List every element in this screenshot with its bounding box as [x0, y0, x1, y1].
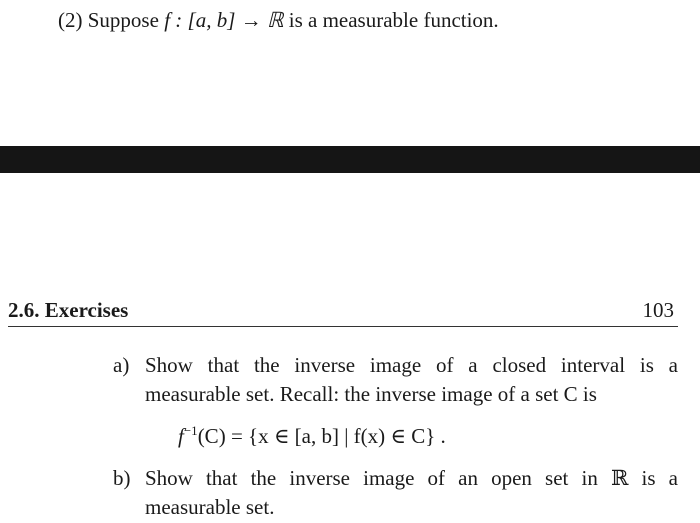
exercise-label: b) — [113, 466, 131, 490]
exercise-item-a — [113, 351, 678, 409]
formula-lhs-base: f — [178, 424, 184, 448]
exercise-label: a) — [113, 353, 130, 377]
formula-rhs: = {x ∈ [a, b] | f(x) ∈ C} . — [230, 424, 446, 448]
problem-text-after: is a measurable function. — [288, 8, 499, 32]
problem-text-before: Suppose — [87, 8, 159, 32]
section-title: 2.6. Exercises — [8, 298, 129, 322]
page-number: 103 — [642, 298, 674, 322]
exercise-text: Show that the inverse image of an open set in ℝ is a measurable set. — [145, 466, 678, 519]
problem-number: (2) — [58, 8, 83, 32]
formula-lhs-arg: (C) — [197, 424, 226, 448]
formula-lhs-sup: −1 — [183, 423, 198, 438]
section-header — [8, 296, 678, 327]
function-signature: f : [a, b] → ℝ — [164, 8, 284, 32]
inverse-image-formula — [178, 424, 446, 449]
exercise-text: Show that the inverse image of a closed interval is a measurable set. Recall: the inverse image of a set C is — [145, 353, 678, 406]
exercise-item-b — [113, 464, 678, 522]
problem-statement — [58, 8, 499, 33]
redaction-bar — [0, 146, 700, 173]
